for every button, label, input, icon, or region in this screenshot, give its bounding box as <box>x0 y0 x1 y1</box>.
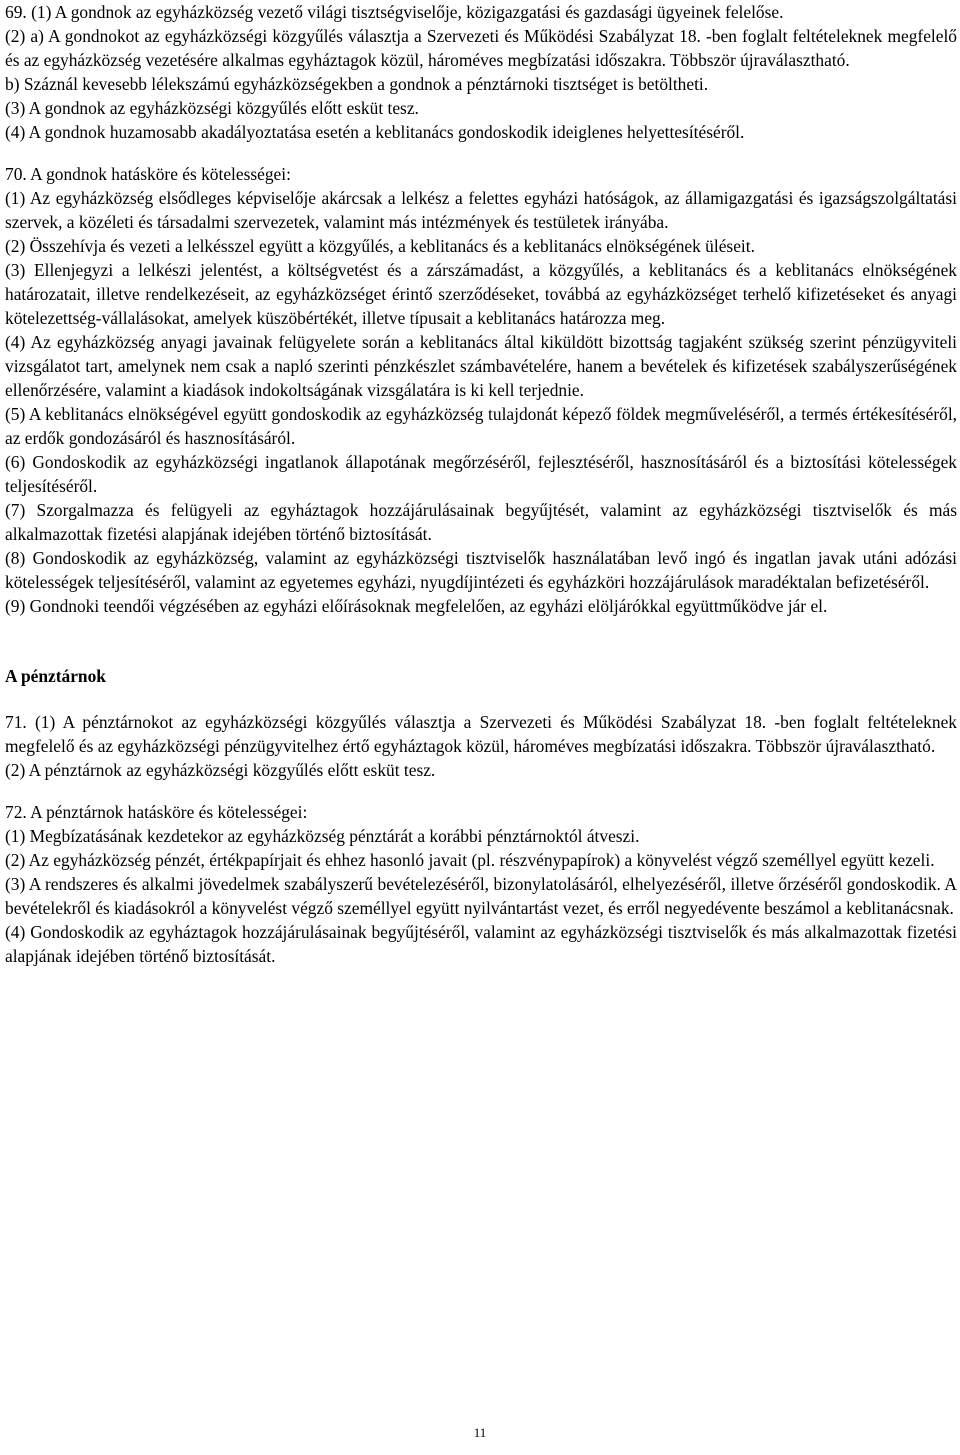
list-item: (9) Gondnoki teendői végzésében az egyházi előírásoknak megfelelően, az egyházi elöljárókkal együttműködve jár el. <box>5 596 828 616</box>
list-item: (3) Ellenjegyzi a lelkészi jelentést, a költségvetést és a zárszámadást, a közgyűlés, a keblitanács és a keblitanács elnökségének határozatait, illetve rendelkezéseit, az egyházközséget érintő szerződéseket, továbbá az egyházközséget terhelő kifizetéseket és anyagi kötelezettség-vállalásokat, amelyek küszöbértékét, illetve típusait a keblitanács határozza meg. <box>5 260 957 328</box>
document-page <box>5 0 957 968</box>
section-70 <box>5 162 957 618</box>
heading-penztarnok: A pénztárnok <box>5 666 106 686</box>
section-72 <box>5 800 957 968</box>
page-number: 11 <box>473 1425 487 1440</box>
section-70-intro: 70. A gondnok hatásköre és kötelességei: <box>5 164 291 184</box>
list-item: (4) Gondoskodik az egyháztagok hozzájárulásainak begyűjtéséről, valamint az egyházközségi tisztviselők és más alkalmazottak fizetési alapjának idejében történő biztosítását. <box>5 922 957 966</box>
paragraph-69-2a: (2) a) A gondnokot az egyházközségi közgyűlés választja a Szervezeti és Működési Szabályzat 18. -ben foglalt feltételeknek megfelelő és az egyházközség vezetésére alkalmas egyháztagok közül, hároméves megbízatási időszakra. Többször újraválasztható. <box>5 26 957 70</box>
section-72-intro: 72. A pénztárnok hatásköre és kötelességei: <box>5 802 308 822</box>
paragraph-71-1: 71. (1) A pénztárnokot az egyházközségi közgyűlés választja a Szervezeti és Működési Szabályzat 18. -ben foglalt feltételeknek megfelelő és az egyházközségi pénzügyvitelhez értő egyháztagok közül, hároméves megbízatási időszakra. Többször újraválasztható. <box>5 712 957 756</box>
paragraph-69-1: 69. (1) A gondnok az egyházközség vezető világi tisztségviselője, közigazgatási és gazdasági ügyeinek felelőse. <box>5 2 784 22</box>
list-item: (5) A keblitanács elnökségével együtt gondoskodik az egyházközség tulajdonát képező földek megműveléséről, a termés értékesítéséről, az erdők gondozásáról és hasznosításáról. <box>5 404 957 448</box>
list-item: (8) Gondoskodik az egyházközség, valamint az egyházközségi tisztviselők használatában levő ingó és ingatlan javak utáni adózási kötelességek teljesítéséről, valamint az egyetemes egyházi, nyugdíjintézeti és egyházköri hozzájárulások maradéktalan befizetéséről. <box>5 548 957 592</box>
list-item: (3) A rendszeres és alkalmi jövedelmek szabályszerű bevételezéséről, bizonylatolásáról, elhelyezéséről, illetve őrzéséről gondoskodik. A bevételekről és kiadásokról a könyvelést végző személlyel együtt nyilvántartást vezet, és erről negyedévente beszámol a keblitanácsnak. <box>5 874 957 918</box>
section-69 <box>5 0 957 144</box>
list-item: (7) Szorgalmazza és felügyeli az egyháztagok hozzájárulásainak begyűjtését, valamint az egyházközségi tisztviselők és más alkalmazottak fizetési alapjának idejében történő biztosítását. <box>5 500 957 544</box>
section-71 <box>5 710 957 782</box>
paragraph-69-2b: b) Száznál kevesebb lélekszámú egyházközségekben a gondnok a pénztárnoki tisztséget is betöltheti. <box>5 74 709 94</box>
paragraph-71-2: (2) A pénztárnok az egyházközségi közgyűlés előtt esküt tesz. <box>5 760 436 780</box>
list-item: (2) Az egyházközség pénzét, értékpapírjait és ehhez hasonló javait (pl. részvénypapírok) a könyvelést végző személlyel együtt kezeli. <box>5 850 935 870</box>
list-item: (1) Megbízatásának kezdetekor az egyházközség pénztárát a korábbi pénztárnoktól átveszi. <box>5 826 640 846</box>
paragraph-69-4: (4) A gondnok huzamosabb akadályoztatása esetén a keblitanács gondoskodik ideiglenes helyettesítéséről. <box>5 122 745 142</box>
list-item: (1) Az egyházközség elsődleges képviselője akárcsak a lelkész a felettes egyházi hatóságok, az államigazgatási és igazságszolgáltatási szervek, a közéleti és társadalmi szervezetek, valamint más intézmények és testületek irányába. <box>5 188 957 232</box>
list-item: (6) Gondoskodik az egyházközségi ingatlanok állapotának megőrzéséről, fejlesztéséről, hasznosításáról és a biztosítási kötelességek teljesítéséről. <box>5 452 957 496</box>
list-item: (4) Az egyházközség anyagi javainak felügyelete során a keblitanács által kiküldött bizottság tagjaként szükség szerint pénzügyviteli vizsgálatot tart, amelynek nem csak a napló szerinti pénzkészlet számbavételére, hanem a bevételek és kifizetések szabályszerűségének ellenőrzésére, valamint a kiadások indokoltságának vizsgálatára is ki kell terjednie. <box>5 332 957 400</box>
list-item: (2) Összehívja és vezeti a lelkésszel együtt a közgyűlés, a keblitanács és a keblitanács elnökségének üléseit. <box>5 236 755 256</box>
paragraph-69-3: (3) A gondnok az egyházközségi közgyűlés előtt esküt tesz. <box>5 98 419 118</box>
